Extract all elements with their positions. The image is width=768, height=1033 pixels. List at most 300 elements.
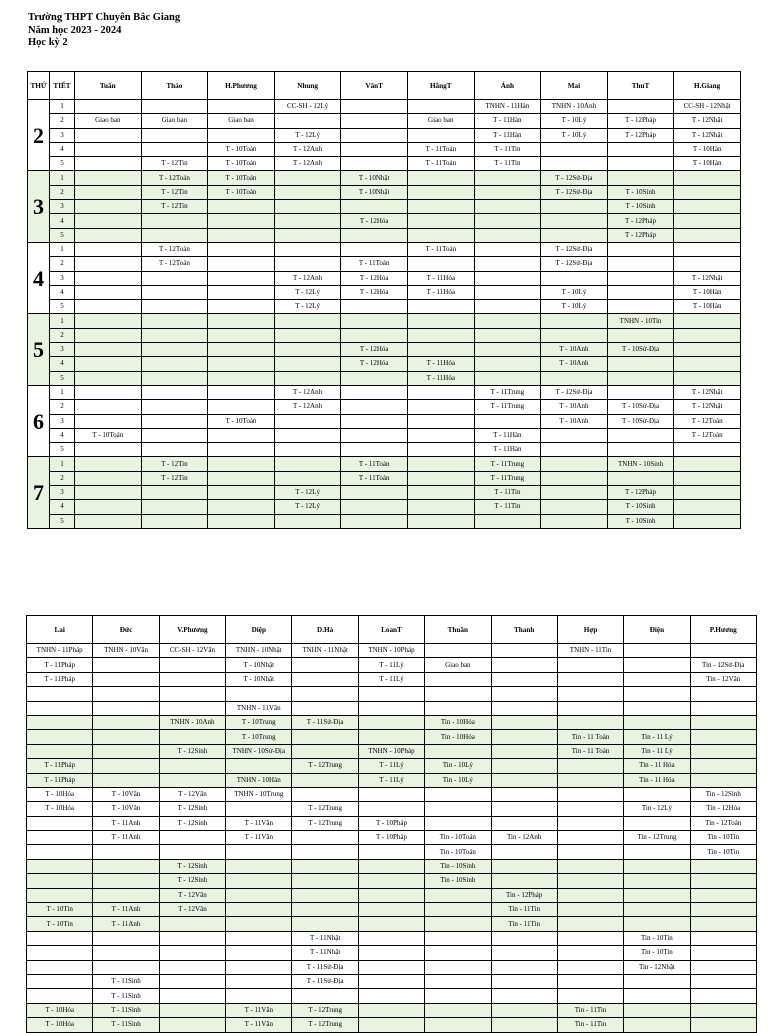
schedule-cell (226, 974, 292, 988)
schedule-cell: T - 11Văn (226, 1003, 292, 1017)
schedule-cell (557, 802, 623, 816)
schedule-cell (141, 357, 208, 371)
schedule-cell (75, 185, 142, 199)
schedule-cell: T - 12Lý (274, 500, 341, 514)
schedule-cell: T - 10Sử-Địa (607, 400, 674, 414)
period-number: 2 (50, 185, 75, 199)
schedule-cell (491, 759, 557, 773)
teacher-header: Nhung (274, 72, 341, 100)
period-row (27, 759, 757, 773)
schedule-cell (93, 672, 159, 686)
schedule-cell (607, 328, 674, 342)
period-number: 4 (50, 285, 75, 299)
schedule-cell (274, 200, 341, 214)
schedule-cell (341, 400, 408, 414)
schedule-cell: T - 11Sinh (93, 1018, 159, 1032)
schedule-cell (226, 903, 292, 917)
period-row (27, 730, 757, 744)
schedule-cell (425, 787, 491, 801)
schedule-cell: T - 12Sử-Địa (541, 242, 608, 256)
period-row (27, 831, 757, 845)
period-row (28, 457, 741, 471)
schedule-cell (27, 946, 93, 960)
schedule-cell (624, 917, 690, 931)
period-row (27, 917, 757, 931)
schedule-cell (624, 1018, 690, 1032)
schedule-cell (607, 357, 674, 371)
schedule-cell: Giao ban (75, 114, 142, 128)
schedule-cell: Tin - 11Tin (491, 903, 557, 917)
schedule-cell (226, 845, 292, 859)
schedule-cell: T - 12Sinh (159, 874, 225, 888)
schedule-cell (208, 257, 275, 271)
schedule-cell: T - 11Hóa (407, 357, 474, 371)
schedule-cell (358, 946, 424, 960)
schedule-cell (27, 859, 93, 873)
day-label: 3 (28, 171, 50, 242)
schedule-cell (557, 658, 623, 672)
schedule-cell (674, 357, 741, 371)
schedule-cell: T - 11Sử-Địa (292, 960, 358, 974)
schedule-cell (226, 687, 292, 701)
schedule-cell: T - 11Lý (358, 658, 424, 672)
period-number: 4 (50, 428, 75, 442)
schedule-cell (358, 730, 424, 744)
schedule-cell: T - 11Toán (341, 457, 408, 471)
schedule-cell: T - 12Sinh (159, 859, 225, 873)
schedule-cell (425, 917, 491, 931)
schedule-cell (358, 859, 424, 873)
schedule-cell (358, 989, 424, 1003)
schedule-cell (425, 816, 491, 830)
schedule-cell: Tin - 12Nhật (624, 960, 690, 974)
schedule-cell (607, 428, 674, 442)
period-number: 5 (50, 300, 75, 314)
schedule-cell: T - 11Văn (226, 831, 292, 845)
schedule-cell (557, 903, 623, 917)
schedule-cell (407, 314, 474, 328)
schedule-cell: T - 12Tin (141, 200, 208, 214)
schedule-cell (425, 1003, 491, 1017)
schedule-cell (407, 100, 474, 114)
header-row (27, 616, 757, 644)
schedule-cell (75, 414, 142, 428)
schedule-cell (274, 257, 341, 271)
schedule-cell (557, 874, 623, 888)
schedule-cell: T - 10Toán (208, 157, 275, 171)
schedule-cell (674, 257, 741, 271)
schedule-cell (557, 946, 623, 960)
schedule-cell: T - 12Nhật (674, 114, 741, 128)
schedule-cell: T - 11Hàn (474, 443, 541, 457)
schedule-cell (358, 917, 424, 931)
period-row (27, 845, 757, 859)
schedule-cell (208, 242, 275, 256)
schedule-cell: T - 12Hóa (341, 357, 408, 371)
schedule-cell (474, 357, 541, 371)
schedule-cell: T - 12Anh (274, 385, 341, 399)
schedule-cell: T - 10Toán (208, 171, 275, 185)
schedule-cell (159, 946, 225, 960)
schedule-cell (341, 157, 408, 171)
schedule-cell (624, 903, 690, 917)
period-number: 3 (50, 414, 75, 428)
period-row (27, 859, 757, 873)
schedule-cell (93, 888, 159, 902)
schedule-cell (274, 357, 341, 371)
schedule-cell (690, 960, 756, 974)
schedule-cell (226, 759, 292, 773)
schedule-cell: Giao ban (208, 114, 275, 128)
schedule-cell (292, 989, 358, 1003)
teacher-header: Mai (541, 72, 608, 100)
teacher-header: Điện (624, 616, 690, 644)
day-label: 2 (28, 100, 50, 171)
schedule-cell: T - 10Sinh (607, 200, 674, 214)
schedule-cell (607, 471, 674, 485)
schedule-cell (141, 486, 208, 500)
schedule-cell: T - 11Sinh (93, 1003, 159, 1017)
schedule-cell (491, 730, 557, 744)
schedule-cell (474, 343, 541, 357)
schedule-cell: TNHN - 10Hàn (226, 773, 292, 787)
schedule-cell (607, 242, 674, 256)
schedule-cell: Tin - 12Toán (690, 816, 756, 830)
schedule-cell (474, 185, 541, 199)
schedule-cell (75, 514, 142, 528)
schedule-cell: T - 11Tin (474, 157, 541, 171)
schedule-cell: T - 10Hàn (674, 142, 741, 156)
schedule-cell (474, 314, 541, 328)
schedule-cell (557, 672, 623, 686)
schedule-cell (226, 802, 292, 816)
timetable-1 (27, 71, 741, 529)
schedule-cell (27, 715, 93, 729)
schedule-cell: T - 10Lý (541, 128, 608, 142)
schedule-cell: T - 10Văn (93, 787, 159, 801)
period-row (27, 931, 757, 945)
schedule-cell (358, 845, 424, 859)
schedule-cell (141, 500, 208, 514)
schedule-cell (208, 371, 275, 385)
schedule-cell (607, 142, 674, 156)
teacher-header: Hợp (557, 616, 623, 644)
schedule-cell (607, 100, 674, 114)
schedule-cell (474, 514, 541, 528)
schedule-cell: T - 12Anh (274, 157, 341, 171)
schedule-cell (541, 314, 608, 328)
schedule-cell: T - 10Nhật (341, 171, 408, 185)
period-row (28, 157, 741, 171)
teacher-header: ThuT (607, 72, 674, 100)
teacher-header: Ánh (474, 72, 541, 100)
schedule-cell: T - 11Trung (474, 385, 541, 399)
schedule-cell: Tin - 11Tin (557, 1018, 623, 1032)
school-year: Năm học 2023 - 2024 (28, 24, 122, 36)
schedule-cell (407, 300, 474, 314)
schedule-cell (27, 730, 93, 744)
schedule-cell (27, 701, 93, 715)
schedule-cell (358, 960, 424, 974)
period-row (27, 989, 757, 1003)
schedule-cell: T - 12Hóa (341, 343, 408, 357)
schedule-cell (425, 672, 491, 686)
schedule-cell: T - 10Hóa (27, 1003, 93, 1017)
schedule-cell (674, 200, 741, 214)
period-number: 1 (50, 457, 75, 471)
schedule-cell (607, 271, 674, 285)
schedule-cell (674, 228, 741, 242)
schedule-cell: Tin - 11 Hóa (624, 773, 690, 787)
schedule-cell (690, 874, 756, 888)
schedule-cell (292, 658, 358, 672)
schedule-cell (674, 328, 741, 342)
schedule-cell (607, 157, 674, 171)
period-number: 2 (50, 471, 75, 485)
schedule-cell: T - 11Pháp (27, 773, 93, 787)
schedule-cell (93, 744, 159, 758)
schedule-cell: T - 10Tin (27, 903, 93, 917)
schedule-cell (75, 328, 142, 342)
teacher-header: VânT (341, 72, 408, 100)
period-row (27, 658, 757, 672)
schedule-cell: T - 11Toán (407, 242, 474, 256)
period-number: 1 (50, 100, 75, 114)
schedule-cell: T - 12Trung (292, 1003, 358, 1017)
schedule-cell (690, 701, 756, 715)
schedule-cell (27, 931, 93, 945)
schedule-cell: TNHN - 10Văn (93, 644, 159, 658)
schedule-cell: T - 10Anh (541, 400, 608, 414)
schedule-cell (75, 500, 142, 514)
schedule-cell (208, 500, 275, 514)
schedule-cell (208, 214, 275, 228)
schedule-cell: Tin - 10Toán (425, 831, 491, 845)
teacher-header: Thanh (491, 616, 557, 644)
schedule-cell: CC-SH - 12Văn (159, 644, 225, 658)
schedule-cell: T - 10Toán (75, 428, 142, 442)
schedule-cell: Tin - 12Trung (624, 831, 690, 845)
schedule-cell: T - 10Trung (226, 730, 292, 744)
schedule-cell (159, 730, 225, 744)
schedule-cell: T - 10Toán (208, 142, 275, 156)
schedule-cell (607, 300, 674, 314)
schedule-cell: T - 11Toán (341, 471, 408, 485)
schedule-cell (491, 701, 557, 715)
schedule-cell: T - 11Hóa (407, 371, 474, 385)
schedule-cell (75, 171, 142, 185)
timetable-2 (26, 615, 757, 1033)
schedule-cell (341, 100, 408, 114)
schedule-cell (690, 917, 756, 931)
schedule-cell (491, 658, 557, 672)
schedule-cell (208, 285, 275, 299)
schedule-cell (292, 773, 358, 787)
schedule-cell: Giao ban (425, 658, 491, 672)
teacher-header: P.Hương (690, 616, 756, 644)
teacher-header: Diệp (226, 616, 292, 644)
schedule-cell: T - 11Hàn (474, 128, 541, 142)
schedule-cell (159, 658, 225, 672)
period-row (28, 257, 741, 271)
schedule-cell (159, 831, 225, 845)
schedule-cell: T - 11Toán (407, 157, 474, 171)
schedule-cell: T - 12Tin (141, 185, 208, 199)
schedule-cell (75, 257, 142, 271)
schedule-cell: T - 12Hóa (341, 285, 408, 299)
schedule-cell (27, 845, 93, 859)
schedule-cell: TNHN - 10Anh (159, 715, 225, 729)
schedule-cell (674, 500, 741, 514)
period-row (27, 816, 757, 830)
schedule-cell (607, 385, 674, 399)
schedule-cell (208, 228, 275, 242)
schedule-cell (274, 471, 341, 485)
schedule-cell: T - 10Hóa (27, 787, 93, 801)
schedule-cell (75, 285, 142, 299)
schedule-cell (75, 200, 142, 214)
schedule-cell (93, 960, 159, 974)
schedule-cell (690, 859, 756, 873)
schedule-cell: T - 12Lý (274, 486, 341, 500)
period-number: 3 (50, 200, 75, 214)
schedule-cell: T - 11Sử-Địa (292, 715, 358, 729)
schedule-cell: T - 11Lý (358, 759, 424, 773)
schedule-cell (341, 486, 408, 500)
schedule-cell (624, 845, 690, 859)
schedule-cell (407, 471, 474, 485)
period-number: 3 (50, 271, 75, 285)
period-row (28, 514, 741, 528)
schedule-cell (557, 687, 623, 701)
period-number: 4 (50, 214, 75, 228)
schedule-cell (541, 514, 608, 528)
schedule-cell (407, 214, 474, 228)
schedule-cell: T - 12Pháp (607, 114, 674, 128)
schedule-cell: Tin - 10Sinh (425, 859, 491, 873)
schedule-cell (491, 845, 557, 859)
period-number: 4 (50, 357, 75, 371)
schedule-cell (541, 142, 608, 156)
schedule-cell (274, 314, 341, 328)
schedule-cell (274, 343, 341, 357)
schedule-cell: T - 11Toán (341, 257, 408, 271)
schedule-cell (674, 457, 741, 471)
schedule-cell (93, 715, 159, 729)
schedule-cell: T - 10Hàn (674, 157, 741, 171)
schedule-cell: Tin - 10Toán (425, 845, 491, 859)
schedule-cell (341, 443, 408, 457)
schedule-cell: T - 10Anh (541, 414, 608, 428)
schedule-cell (292, 730, 358, 744)
schedule-cell: T - 12Nhật (674, 271, 741, 285)
schedule-cell (141, 285, 208, 299)
schedule-cell (690, 989, 756, 1003)
schedule-cell (208, 385, 275, 399)
schedule-cell (93, 759, 159, 773)
schedule-cell (407, 457, 474, 471)
schedule-cell (674, 486, 741, 500)
schedule-cell (93, 730, 159, 744)
schedule-cell (541, 228, 608, 242)
schedule-cell (292, 888, 358, 902)
schedule-cell (474, 242, 541, 256)
period-row (28, 500, 741, 514)
schedule-cell (208, 300, 275, 314)
schedule-cell (607, 371, 674, 385)
schedule-cell (690, 946, 756, 960)
schedule-cell: T - 12Lý (274, 128, 341, 142)
schedule-cell (358, 931, 424, 945)
schedule-cell (407, 228, 474, 242)
schedule-cell: T - 12Sử-Địa (541, 171, 608, 185)
schedule-cell (208, 100, 275, 114)
schedule-cell (491, 946, 557, 960)
schedule-cell: T - 12Hóa (341, 214, 408, 228)
schedule-cell: TNHN - 10Trung (226, 787, 292, 801)
schedule-cell (274, 171, 341, 185)
schedule-cell (491, 687, 557, 701)
schedule-cell: TNHN - 10Sử-Địa (226, 744, 292, 758)
schedule-cell (491, 644, 557, 658)
schedule-cell: T - 11Pháp (27, 759, 93, 773)
schedule-cell: Tin - 12Sử-Địa (690, 658, 756, 672)
schedule-cell (75, 242, 142, 256)
schedule-cell (541, 328, 608, 342)
period-number: 1 (50, 314, 75, 328)
col-tiet: TIẾT (50, 72, 75, 100)
schedule-cell (27, 888, 93, 902)
schedule-cell (474, 328, 541, 342)
schedule-cell: T - 12Toán (141, 257, 208, 271)
schedule-cell: T - 10Nhật (226, 672, 292, 686)
schedule-cell (407, 185, 474, 199)
schedule-cell: T - 12Trung (292, 759, 358, 773)
schedule-cell (274, 457, 341, 471)
period-row (27, 672, 757, 686)
schedule-cell (690, 903, 756, 917)
schedule-cell (159, 989, 225, 1003)
schedule-cell (557, 845, 623, 859)
schedule-cell (141, 100, 208, 114)
schedule-cell: T - 11Toán (407, 142, 474, 156)
schedule-cell (341, 385, 408, 399)
schedule-cell (27, 974, 93, 988)
schedule-cell: T - 12Hóa (341, 271, 408, 285)
schedule-cell: Tin - 11 Lý (624, 730, 690, 744)
schedule-cell (674, 343, 741, 357)
schedule-cell (341, 500, 408, 514)
schedule-cell (341, 242, 408, 256)
schedule-cell (358, 1003, 424, 1017)
schedule-cell (226, 888, 292, 902)
schedule-cell (607, 443, 674, 457)
period-row (28, 228, 741, 242)
schedule-cell: T - 12Sử-Địa (541, 185, 608, 199)
schedule-cell (690, 744, 756, 758)
schedule-cell (75, 357, 142, 371)
period-row (27, 802, 757, 816)
schedule-cell (159, 974, 225, 988)
schedule-cell: TNHN - 11Văn (226, 701, 292, 715)
schedule-cell (624, 715, 690, 729)
period-row (27, 687, 757, 701)
schedule-cell: T - 11Nhật (292, 931, 358, 945)
schedule-cell (141, 343, 208, 357)
period-row (28, 285, 741, 299)
schedule-cell (425, 946, 491, 960)
schedule-cell (541, 214, 608, 228)
